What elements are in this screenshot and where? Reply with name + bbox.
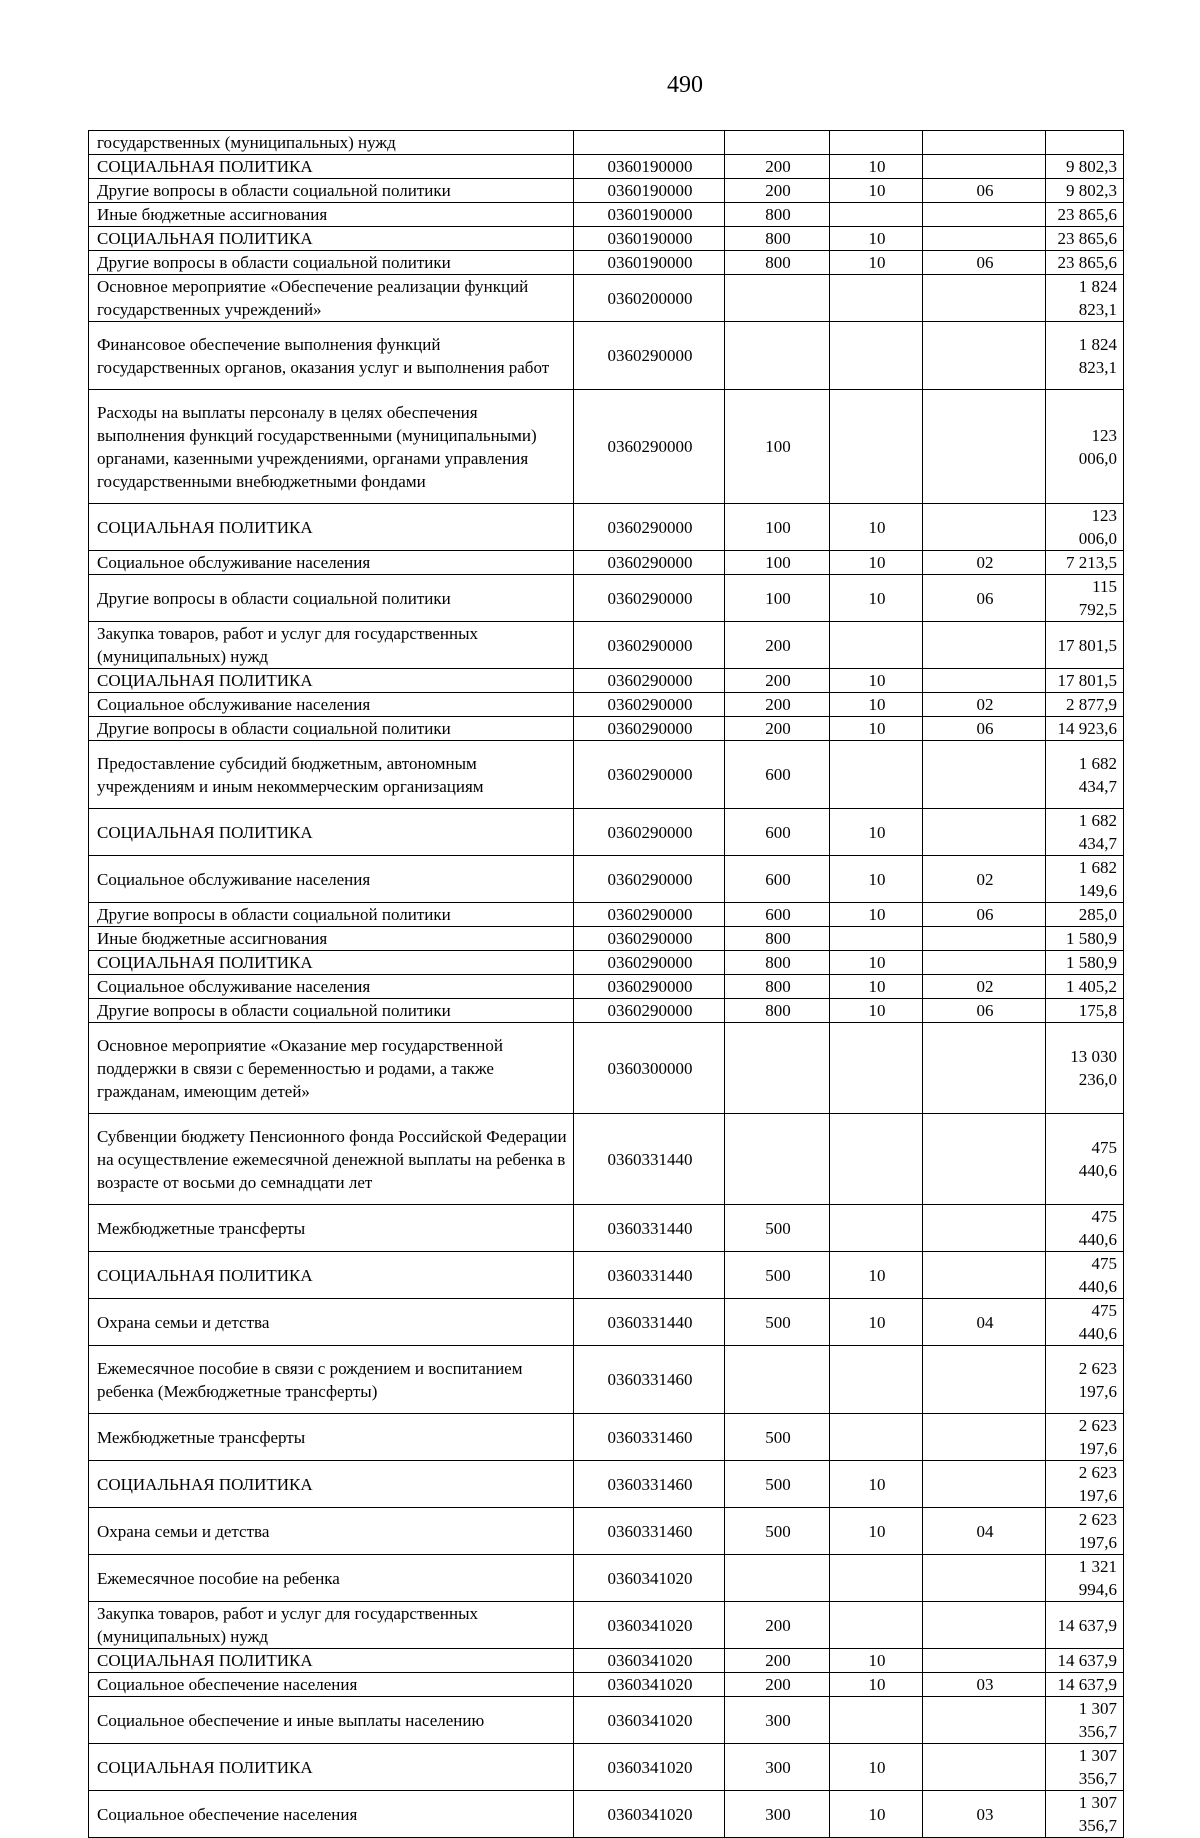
row-pr-cell: 06 xyxy=(923,903,1046,927)
row-pr-cell: 06 xyxy=(923,717,1046,741)
row-pr-cell: 02 xyxy=(923,693,1046,717)
table-row xyxy=(89,1252,1124,1299)
row-name-cell: Другие вопросы в области социальной политики xyxy=(89,717,574,741)
row-name-cell: Охрана семьи и детства xyxy=(89,1508,574,1555)
row-rz-cell xyxy=(830,1346,923,1414)
row-name-cell: Иные бюджетные ассигнования xyxy=(89,203,574,227)
row-rz-cell: 10 xyxy=(830,1252,923,1299)
row-pr-cell xyxy=(923,669,1046,693)
row-name-cell: Другие вопросы в области социальной политики xyxy=(89,903,574,927)
row-csr-cell: 0360290000 xyxy=(574,999,725,1023)
table-row xyxy=(89,1414,1124,1461)
table-row xyxy=(89,999,1124,1023)
row-rz-cell xyxy=(830,1114,923,1205)
row-csr-cell: 0360290000 xyxy=(574,951,725,975)
row-csr-cell: 0360290000 xyxy=(574,551,725,575)
row-csr-cell: 0360341020 xyxy=(574,1673,725,1697)
row-pr-cell xyxy=(923,1252,1046,1299)
table-row xyxy=(89,1602,1124,1649)
row-csr-cell: 0360341020 xyxy=(574,1697,725,1744)
table-row xyxy=(89,251,1124,275)
table-row xyxy=(89,693,1124,717)
row-csr-cell: 0360331460 xyxy=(574,1346,725,1414)
row-pr-cell xyxy=(923,1114,1046,1205)
row-sum-cell: 1 405,2 xyxy=(1046,975,1124,999)
row-name-cell: Социальное обслуживание населения xyxy=(89,551,574,575)
row-sum-cell: 23 865,6 xyxy=(1046,251,1124,275)
row-pr-cell: 02 xyxy=(923,856,1046,903)
row-rz-cell: 10 xyxy=(830,975,923,999)
row-sum-cell: 475 440,6 xyxy=(1046,1114,1124,1205)
row-csr-cell: 0360341020 xyxy=(574,1602,725,1649)
row-pr-cell xyxy=(923,203,1046,227)
row-rz-cell xyxy=(830,1555,923,1602)
row-vr-cell: 200 xyxy=(725,669,830,693)
row-rz-cell xyxy=(830,390,923,504)
row-pr-cell xyxy=(923,927,1046,951)
row-name-cell: Социальное обеспечение и иные выплаты населению xyxy=(89,1697,574,1744)
row-pr-cell xyxy=(923,1602,1046,1649)
row-pr-cell xyxy=(923,131,1046,155)
row-pr-cell xyxy=(923,1697,1046,1744)
row-sum-cell: 475 440,6 xyxy=(1046,1205,1124,1252)
row-vr-cell: 300 xyxy=(725,1697,830,1744)
table-row xyxy=(89,1744,1124,1791)
row-sum-cell: 475 440,6 xyxy=(1046,1252,1124,1299)
row-pr-cell: 04 xyxy=(923,1299,1046,1346)
row-sum-cell: 475 440,6 xyxy=(1046,1299,1124,1346)
row-rz-cell: 10 xyxy=(830,1649,923,1673)
row-name-cell: Субвенции бюджету Пенсионного фонда Российской Федерации на осуществление ежемесячной денежной выплаты на ребенка в возрасте от восьми до семнадцати лет xyxy=(89,1114,574,1205)
table-row xyxy=(89,551,1124,575)
row-rz-cell xyxy=(830,131,923,155)
row-sum-cell: 285,0 xyxy=(1046,903,1124,927)
row-rz-cell xyxy=(830,275,923,322)
table-row xyxy=(89,975,1124,999)
row-name-cell: Другие вопросы в области социальной политики xyxy=(89,999,574,1023)
row-csr-cell: 0360290000 xyxy=(574,741,725,809)
row-pr-cell: 04 xyxy=(923,1508,1046,1555)
table-row xyxy=(89,1346,1124,1414)
row-rz-cell: 10 xyxy=(830,809,923,856)
row-sum-cell: 1 307 356,7 xyxy=(1046,1791,1124,1838)
row-rz-cell: 10 xyxy=(830,179,923,203)
table-row xyxy=(89,1023,1124,1114)
row-rz-cell: 10 xyxy=(830,951,923,975)
row-pr-cell: 03 xyxy=(923,1673,1046,1697)
table-row xyxy=(89,227,1124,251)
row-vr-cell: 500 xyxy=(725,1461,830,1508)
table-row xyxy=(89,951,1124,975)
row-csr-cell: 0360290000 xyxy=(574,927,725,951)
row-vr-cell: 100 xyxy=(725,390,830,504)
row-name-cell: Ежемесячное пособие на ребенка xyxy=(89,1555,574,1602)
table-row xyxy=(89,856,1124,903)
row-vr-cell: 200 xyxy=(725,1602,830,1649)
table-row xyxy=(89,1461,1124,1508)
row-rz-cell: 10 xyxy=(830,1461,923,1508)
row-pr-cell: 06 xyxy=(923,179,1046,203)
budget-table-body xyxy=(89,131,1124,1838)
row-sum-cell: 175,8 xyxy=(1046,999,1124,1023)
row-sum-cell: 123 006,0 xyxy=(1046,504,1124,551)
row-rz-cell xyxy=(830,622,923,669)
row-rz-cell: 10 xyxy=(830,999,923,1023)
row-pr-cell xyxy=(923,322,1046,390)
row-name-cell: Социальное обслуживание населения xyxy=(89,975,574,999)
row-pr-cell xyxy=(923,951,1046,975)
row-name-cell: СОЦИАЛЬНАЯ ПОЛИТИКА xyxy=(89,1461,574,1508)
row-sum-cell: 123 006,0 xyxy=(1046,390,1124,504)
row-sum-cell: 1 321 994,6 xyxy=(1046,1555,1124,1602)
row-csr-cell: 0360190000 xyxy=(574,251,725,275)
row-vr-cell: 800 xyxy=(725,227,830,251)
table-row xyxy=(89,741,1124,809)
row-sum-cell: 9 802,3 xyxy=(1046,179,1124,203)
row-pr-cell xyxy=(923,622,1046,669)
row-vr-cell: 500 xyxy=(725,1414,830,1461)
row-vr-cell: 100 xyxy=(725,551,830,575)
row-rz-cell: 10 xyxy=(830,717,923,741)
row-pr-cell xyxy=(923,1023,1046,1114)
row-vr-cell: 800 xyxy=(725,951,830,975)
row-csr-cell: 0360290000 xyxy=(574,390,725,504)
table-row xyxy=(89,717,1124,741)
row-name-cell: Закупка товаров, работ и услуг для государственных (муниципальных) нужд xyxy=(89,622,574,669)
table-row xyxy=(89,203,1124,227)
row-vr-cell: 600 xyxy=(725,903,830,927)
row-vr-cell: 200 xyxy=(725,693,830,717)
row-name-cell: Другие вопросы в области социальной политики xyxy=(89,251,574,275)
row-vr-cell: 200 xyxy=(725,1673,830,1697)
row-rz-cell: 10 xyxy=(830,693,923,717)
row-name-cell: Социальное обеспечение населения xyxy=(89,1791,574,1838)
row-pr-cell: 06 xyxy=(923,999,1046,1023)
row-vr-cell: 300 xyxy=(725,1791,830,1838)
row-rz-cell xyxy=(830,322,923,390)
row-name-cell: Другие вопросы в области социальной политики xyxy=(89,179,574,203)
row-csr-cell: 0360341020 xyxy=(574,1744,725,1791)
table-row xyxy=(89,322,1124,390)
row-rz-cell: 10 xyxy=(830,1299,923,1346)
row-vr-cell: 200 xyxy=(725,622,830,669)
row-pr-cell xyxy=(923,1346,1046,1414)
row-rz-cell: 10 xyxy=(830,251,923,275)
table-row xyxy=(89,155,1124,179)
row-csr-cell: 0360290000 xyxy=(574,975,725,999)
row-csr-cell: 0360331440 xyxy=(574,1299,725,1346)
row-csr-cell: 0360331460 xyxy=(574,1461,725,1508)
row-sum-cell: 2 623 197,6 xyxy=(1046,1508,1124,1555)
table-row xyxy=(89,504,1124,551)
row-pr-cell xyxy=(923,809,1046,856)
row-csr-cell: 0360200000 xyxy=(574,275,725,322)
row-vr-cell: 800 xyxy=(725,999,830,1023)
row-vr-cell: 800 xyxy=(725,975,830,999)
row-rz-cell: 10 xyxy=(830,155,923,179)
row-csr-cell: 0360331440 xyxy=(574,1205,725,1252)
row-name-cell: Социальное обслуживание населения xyxy=(89,693,574,717)
table-row xyxy=(89,1299,1124,1346)
table-row xyxy=(89,1673,1124,1697)
row-name-cell: Межбюджетные трансферты xyxy=(89,1414,574,1461)
row-pr-cell: 06 xyxy=(923,575,1046,622)
row-csr-cell: 0360290000 xyxy=(574,809,725,856)
table-row xyxy=(89,1508,1124,1555)
row-vr-cell xyxy=(725,275,830,322)
table-row xyxy=(89,1205,1124,1252)
row-vr-cell: 200 xyxy=(725,179,830,203)
row-vr-cell: 300 xyxy=(725,1744,830,1791)
row-pr-cell xyxy=(923,155,1046,179)
table-row xyxy=(89,927,1124,951)
row-vr-cell: 500 xyxy=(725,1252,830,1299)
row-vr-cell xyxy=(725,322,830,390)
row-csr-cell xyxy=(574,131,725,155)
row-csr-cell: 0360290000 xyxy=(574,856,725,903)
row-csr-cell: 0360290000 xyxy=(574,322,725,390)
row-vr-cell xyxy=(725,1114,830,1205)
table-row xyxy=(89,903,1124,927)
row-sum-cell: 1 580,9 xyxy=(1046,951,1124,975)
row-sum-cell: 1 580,9 xyxy=(1046,927,1124,951)
row-csr-cell: 0360341020 xyxy=(574,1555,725,1602)
row-name-cell: Основное мероприятие «Оказание мер государственной поддержки в связи с беременностью и родами, а также гражданам, имеющим детей» xyxy=(89,1023,574,1114)
row-vr-cell: 800 xyxy=(725,251,830,275)
row-pr-cell xyxy=(923,1205,1046,1252)
row-csr-cell: 0360331460 xyxy=(574,1508,725,1555)
row-rz-cell: 10 xyxy=(830,856,923,903)
row-pr-cell: 03 xyxy=(923,1791,1046,1838)
row-name-cell: Другие вопросы в области социальной политики xyxy=(89,575,574,622)
row-name-cell: СОЦИАЛЬНАЯ ПОЛИТИКА xyxy=(89,155,574,179)
row-sum-cell: 14 923,6 xyxy=(1046,717,1124,741)
row-csr-cell: 0360290000 xyxy=(574,693,725,717)
row-pr-cell xyxy=(923,1461,1046,1508)
table-row xyxy=(89,1114,1124,1205)
row-csr-cell: 0360331460 xyxy=(574,1414,725,1461)
row-rz-cell: 10 xyxy=(830,1791,923,1838)
row-rz-cell xyxy=(830,203,923,227)
table-row xyxy=(89,575,1124,622)
table-row xyxy=(89,179,1124,203)
table-row xyxy=(89,669,1124,693)
row-name-cell: государственных (муниципальных) нужд xyxy=(89,131,574,155)
row-csr-cell: 0360341020 xyxy=(574,1791,725,1838)
row-vr-cell: 600 xyxy=(725,809,830,856)
row-vr-cell: 200 xyxy=(725,717,830,741)
row-vr-cell xyxy=(725,1346,830,1414)
row-sum-cell: 1 307 356,7 xyxy=(1046,1744,1124,1791)
row-sum-cell: 23 865,6 xyxy=(1046,203,1124,227)
row-csr-cell: 0360331440 xyxy=(574,1252,725,1299)
row-csr-cell: 0360290000 xyxy=(574,575,725,622)
row-rz-cell xyxy=(830,1414,923,1461)
row-vr-cell: 600 xyxy=(725,741,830,809)
row-pr-cell: 06 xyxy=(923,251,1046,275)
row-rz-cell xyxy=(830,1697,923,1744)
row-sum-cell: 7 213,5 xyxy=(1046,551,1124,575)
row-name-cell: СОЦИАЛЬНАЯ ПОЛИТИКА xyxy=(89,1744,574,1791)
row-name-cell: СОЦИАЛЬНАЯ ПОЛИТИКА xyxy=(89,504,574,551)
table-row xyxy=(89,1555,1124,1602)
row-rz-cell: 10 xyxy=(830,1673,923,1697)
row-pr-cell xyxy=(923,1649,1046,1673)
row-csr-cell: 0360290000 xyxy=(574,903,725,927)
row-rz-cell: 10 xyxy=(830,903,923,927)
table-row xyxy=(89,390,1124,504)
row-vr-cell: 500 xyxy=(725,1508,830,1555)
row-sum-cell: 1 824 823,1 xyxy=(1046,322,1124,390)
row-sum-cell: 1 824 823,1 xyxy=(1046,275,1124,322)
row-rz-cell xyxy=(830,1602,923,1649)
row-vr-cell xyxy=(725,1555,830,1602)
row-name-cell: СОЦИАЛЬНАЯ ПОЛИТИКА xyxy=(89,1252,574,1299)
row-sum-cell: 9 802,3 xyxy=(1046,155,1124,179)
row-pr-cell: 02 xyxy=(923,551,1046,575)
row-rz-cell xyxy=(830,741,923,809)
row-pr-cell xyxy=(923,1744,1046,1791)
row-name-cell: СОЦИАЛЬНАЯ ПОЛИТИКА xyxy=(89,809,574,856)
row-rz-cell: 10 xyxy=(830,551,923,575)
row-csr-cell: 0360341020 xyxy=(574,1649,725,1673)
row-sum-cell: 2 623 197,6 xyxy=(1046,1346,1124,1414)
row-name-cell: СОЦИАЛЬНАЯ ПОЛИТИКА xyxy=(89,227,574,251)
row-name-cell: Иные бюджетные ассигнования xyxy=(89,927,574,951)
row-sum-cell: 14 637,9 xyxy=(1046,1649,1124,1673)
row-csr-cell: 0360290000 xyxy=(574,622,725,669)
row-name-cell: СОЦИАЛЬНАЯ ПОЛИТИКА xyxy=(89,951,574,975)
row-pr-cell: 02 xyxy=(923,975,1046,999)
row-sum-cell: 1 682 434,7 xyxy=(1046,741,1124,809)
row-csr-cell: 0360190000 xyxy=(574,155,725,179)
row-vr-cell xyxy=(725,131,830,155)
row-sum-cell: 115 792,5 xyxy=(1046,575,1124,622)
row-vr-cell: 500 xyxy=(725,1299,830,1346)
table-row xyxy=(89,622,1124,669)
row-pr-cell xyxy=(923,227,1046,251)
row-pr-cell xyxy=(923,390,1046,504)
row-name-cell: Закупка товаров, работ и услуг для государственных (муниципальных) нужд xyxy=(89,1602,574,1649)
table-row xyxy=(89,1649,1124,1673)
row-name-cell: Ежемесячное пособие в связи с рождением и воспитанием ребенка (Межбюджетные трансферты) xyxy=(89,1346,574,1414)
table-row xyxy=(89,809,1124,856)
row-rz-cell: 10 xyxy=(830,1508,923,1555)
row-vr-cell: 200 xyxy=(725,1649,830,1673)
row-name-cell: Социальное обслуживание населения xyxy=(89,856,574,903)
row-rz-cell: 10 xyxy=(830,1744,923,1791)
row-csr-cell: 0360290000 xyxy=(574,504,725,551)
row-vr-cell: 800 xyxy=(725,203,830,227)
table-row xyxy=(89,275,1124,322)
row-sum-cell: 2 623 197,6 xyxy=(1046,1461,1124,1508)
row-sum-cell: 23 865,6 xyxy=(1046,227,1124,251)
row-csr-cell: 0360190000 xyxy=(574,203,725,227)
row-sum-cell xyxy=(1046,131,1124,155)
row-sum-cell: 14 637,9 xyxy=(1046,1673,1124,1697)
row-csr-cell: 0360290000 xyxy=(574,669,725,693)
row-csr-cell: 0360290000 xyxy=(574,717,725,741)
row-sum-cell: 14 637,9 xyxy=(1046,1602,1124,1649)
row-csr-cell: 0360190000 xyxy=(574,227,725,251)
row-rz-cell xyxy=(830,1205,923,1252)
table-row xyxy=(89,1697,1124,1744)
row-sum-cell: 2 877,9 xyxy=(1046,693,1124,717)
row-name-cell: Расходы на выплаты персоналу в целях обеспечения выполнения функций государственными (муниципальными) органами, казенными учреждениями, органами управления государственными внебюджетными фондами xyxy=(89,390,574,504)
row-vr-cell: 800 xyxy=(725,927,830,951)
row-sum-cell: 1 682 434,7 xyxy=(1046,809,1124,856)
row-sum-cell: 17 801,5 xyxy=(1046,622,1124,669)
row-sum-cell: 2 623 197,6 xyxy=(1046,1414,1124,1461)
row-name-cell: Финансовое обеспечение выполнения функций государственных органов, оказания услуг и выполнения работ xyxy=(89,322,574,390)
row-pr-cell xyxy=(923,275,1046,322)
row-name-cell: СОЦИАЛЬНАЯ ПОЛИТИКА xyxy=(89,1649,574,1673)
row-name-cell: Основное мероприятие «Обеспечение реализации функций государственных учреждений» xyxy=(89,275,574,322)
row-sum-cell: 17 801,5 xyxy=(1046,669,1124,693)
row-rz-cell: 10 xyxy=(830,669,923,693)
row-name-cell: Охрана семьи и детства xyxy=(89,1299,574,1346)
row-vr-cell: 600 xyxy=(725,856,830,903)
row-name-cell: Межбюджетные трансферты xyxy=(89,1205,574,1252)
row-rz-cell xyxy=(830,927,923,951)
row-vr-cell xyxy=(725,1023,830,1114)
row-sum-cell: 13 030 236,0 xyxy=(1046,1023,1124,1114)
row-csr-cell: 0360331440 xyxy=(574,1114,725,1205)
row-sum-cell: 1 682 149,6 xyxy=(1046,856,1124,903)
row-pr-cell xyxy=(923,1414,1046,1461)
row-rz-cell: 10 xyxy=(830,575,923,622)
row-vr-cell: 100 xyxy=(725,575,830,622)
page-number: 490 xyxy=(667,72,703,98)
row-rz-cell: 10 xyxy=(830,504,923,551)
row-rz-cell: 10 xyxy=(830,227,923,251)
row-pr-cell xyxy=(923,1555,1046,1602)
budget-table xyxy=(88,130,1124,1838)
row-name-cell: Социальное обеспечение населения xyxy=(89,1673,574,1697)
table-row xyxy=(89,1791,1124,1838)
row-vr-cell: 200 xyxy=(725,155,830,179)
row-vr-cell: 100 xyxy=(725,504,830,551)
row-csr-cell: 0360190000 xyxy=(574,179,725,203)
row-vr-cell: 500 xyxy=(725,1205,830,1252)
row-name-cell: Предоставление субсидий бюджетным, автономным учреждениям и иным некоммерческим организациям xyxy=(89,741,574,809)
row-pr-cell xyxy=(923,741,1046,809)
row-rz-cell xyxy=(830,1023,923,1114)
row-name-cell: СОЦИАЛЬНАЯ ПОЛИТИКА xyxy=(89,669,574,693)
row-sum-cell: 1 307 356,7 xyxy=(1046,1697,1124,1744)
row-csr-cell: 0360300000 xyxy=(574,1023,725,1114)
table-row xyxy=(89,131,1124,155)
row-pr-cell xyxy=(923,504,1046,551)
